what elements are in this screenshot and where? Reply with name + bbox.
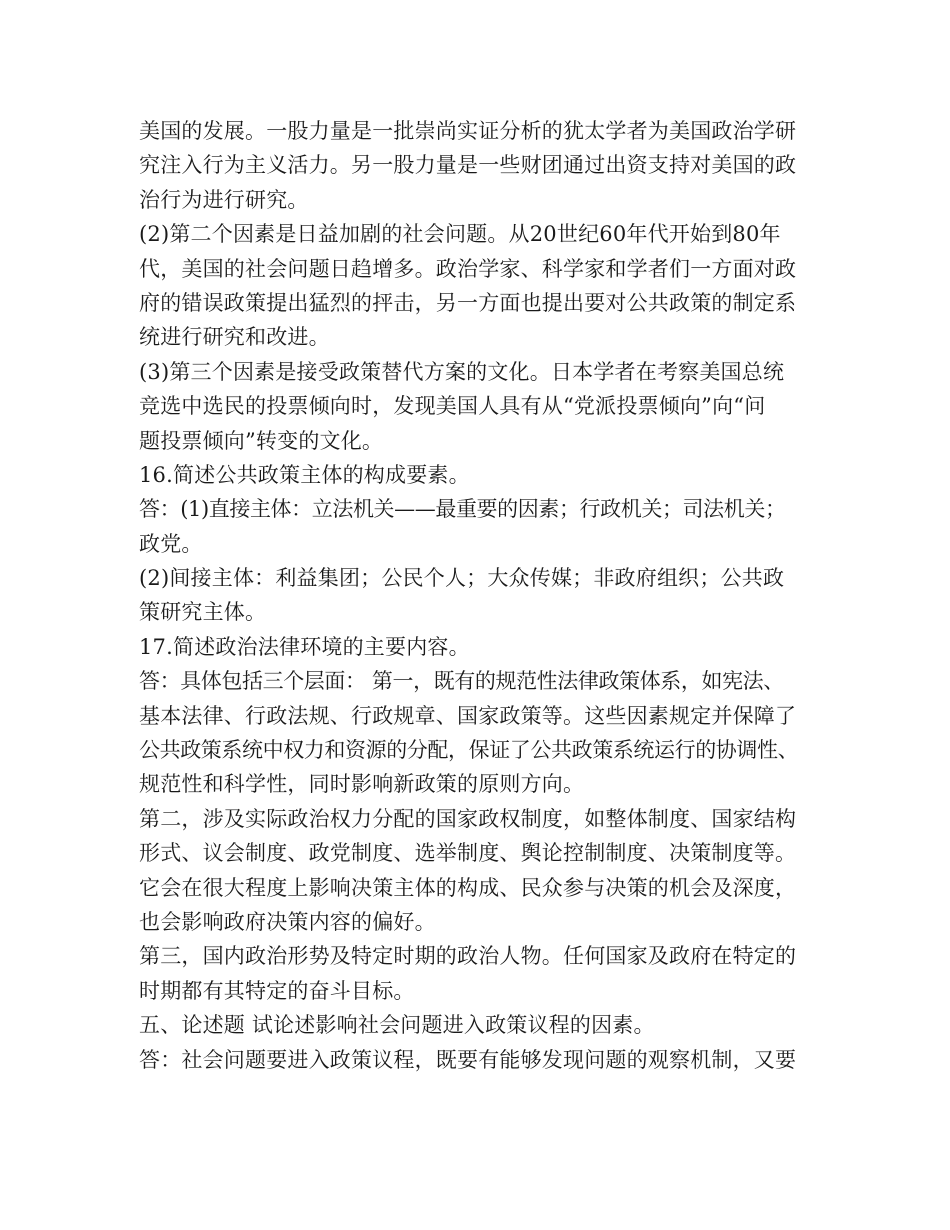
text-line: 答：(1)直接主体：立法机关——最重要的因素；行政机关；司法机关； [139,497,786,522]
text-line: 时期都有其特定的奋斗目标。 [139,978,415,1003]
text-line: (3)第三个因素是接受政策替代方案的文化。日本学者在考察美国总统 [139,359,785,384]
text-line: 答：具体包括三个层面： 第一，既有的规范性法律政策体系，如宪法、 [139,669,784,694]
text-line: 府的错误政策提出猛烈的抨击，另一方面也提出要对公共政策的制定系 [139,290,797,315]
text-line: 治行为进行研究。 [139,187,309,212]
text-line: 究注入行为主义活力。另一股力量是一些财团通过出资支持对美国的政 [139,153,797,178]
document-body [139,114,829,1077]
text-line: 题投票倾向”转变的文化。 [139,428,384,453]
text-line: 也会影响政府决策内容的偏好。 [139,909,436,934]
text-line: 规范性和科学性，同时影响新政策的原则方向。 [139,772,585,797]
text-line: 答：社会问题要进入政策议程，既要有能够发现问题的观察机制，又要 [139,1047,797,1072]
question-heading-17: 17.简述政治法律环境的主要内容。 [139,634,470,659]
text-line: 美国的发展。一股力量是一批崇尚实证分析的犹太学者为美国政治学研 [139,119,797,143]
text-line: 第三，国内政治形势及特定时期的政治人物。任何国家及政府在特定的 [139,944,797,969]
text-line: 政党。 [139,531,203,556]
text-line: 公共政策系统中权力和资源的分配，保证了公共政策系统运行的协调性、 [139,738,799,763]
text-line: (2)间接主体：利益集团；公民个人；大众传媒；非政府组织；公共政 [139,566,785,591]
text-line: 竞选中选民的投票倾向时，发现美国人具有从“党派投票倾向”向“问 [139,394,766,419]
question-heading-16: 16.简述公共政策主体的构成要素。 [139,462,470,487]
text-line: (2)第二个因素是日益加剧的社会问题。从20世纪60年代开始到80年 [139,222,781,247]
text-line: 它会在很大程度上影响决策主体的构成、民众参与决策的机会及深度， [139,875,797,900]
text-line: 策研究主体。 [139,600,267,625]
text-line: 形式、议会制度、政党制度、选举制度、舆论控制制度、决策制度等。 [139,841,797,866]
text-line: 基本法律、行政法规、行政规章、国家政策等。这些因素规定并保障了 [139,703,797,728]
text-line: 第二，涉及实际政治权力分配的国家政权制度，如整体制度、国家结构 [139,806,797,831]
text-line: 统进行研究和改进。 [139,325,330,350]
section-heading-essay: 五、论述题 试论述影响社会问题进入政策议程的因素。 [139,1013,655,1038]
text-line: 代，美国的社会问题日趋增多。政治学家、科学家和学者们一方面对政 [139,256,797,281]
